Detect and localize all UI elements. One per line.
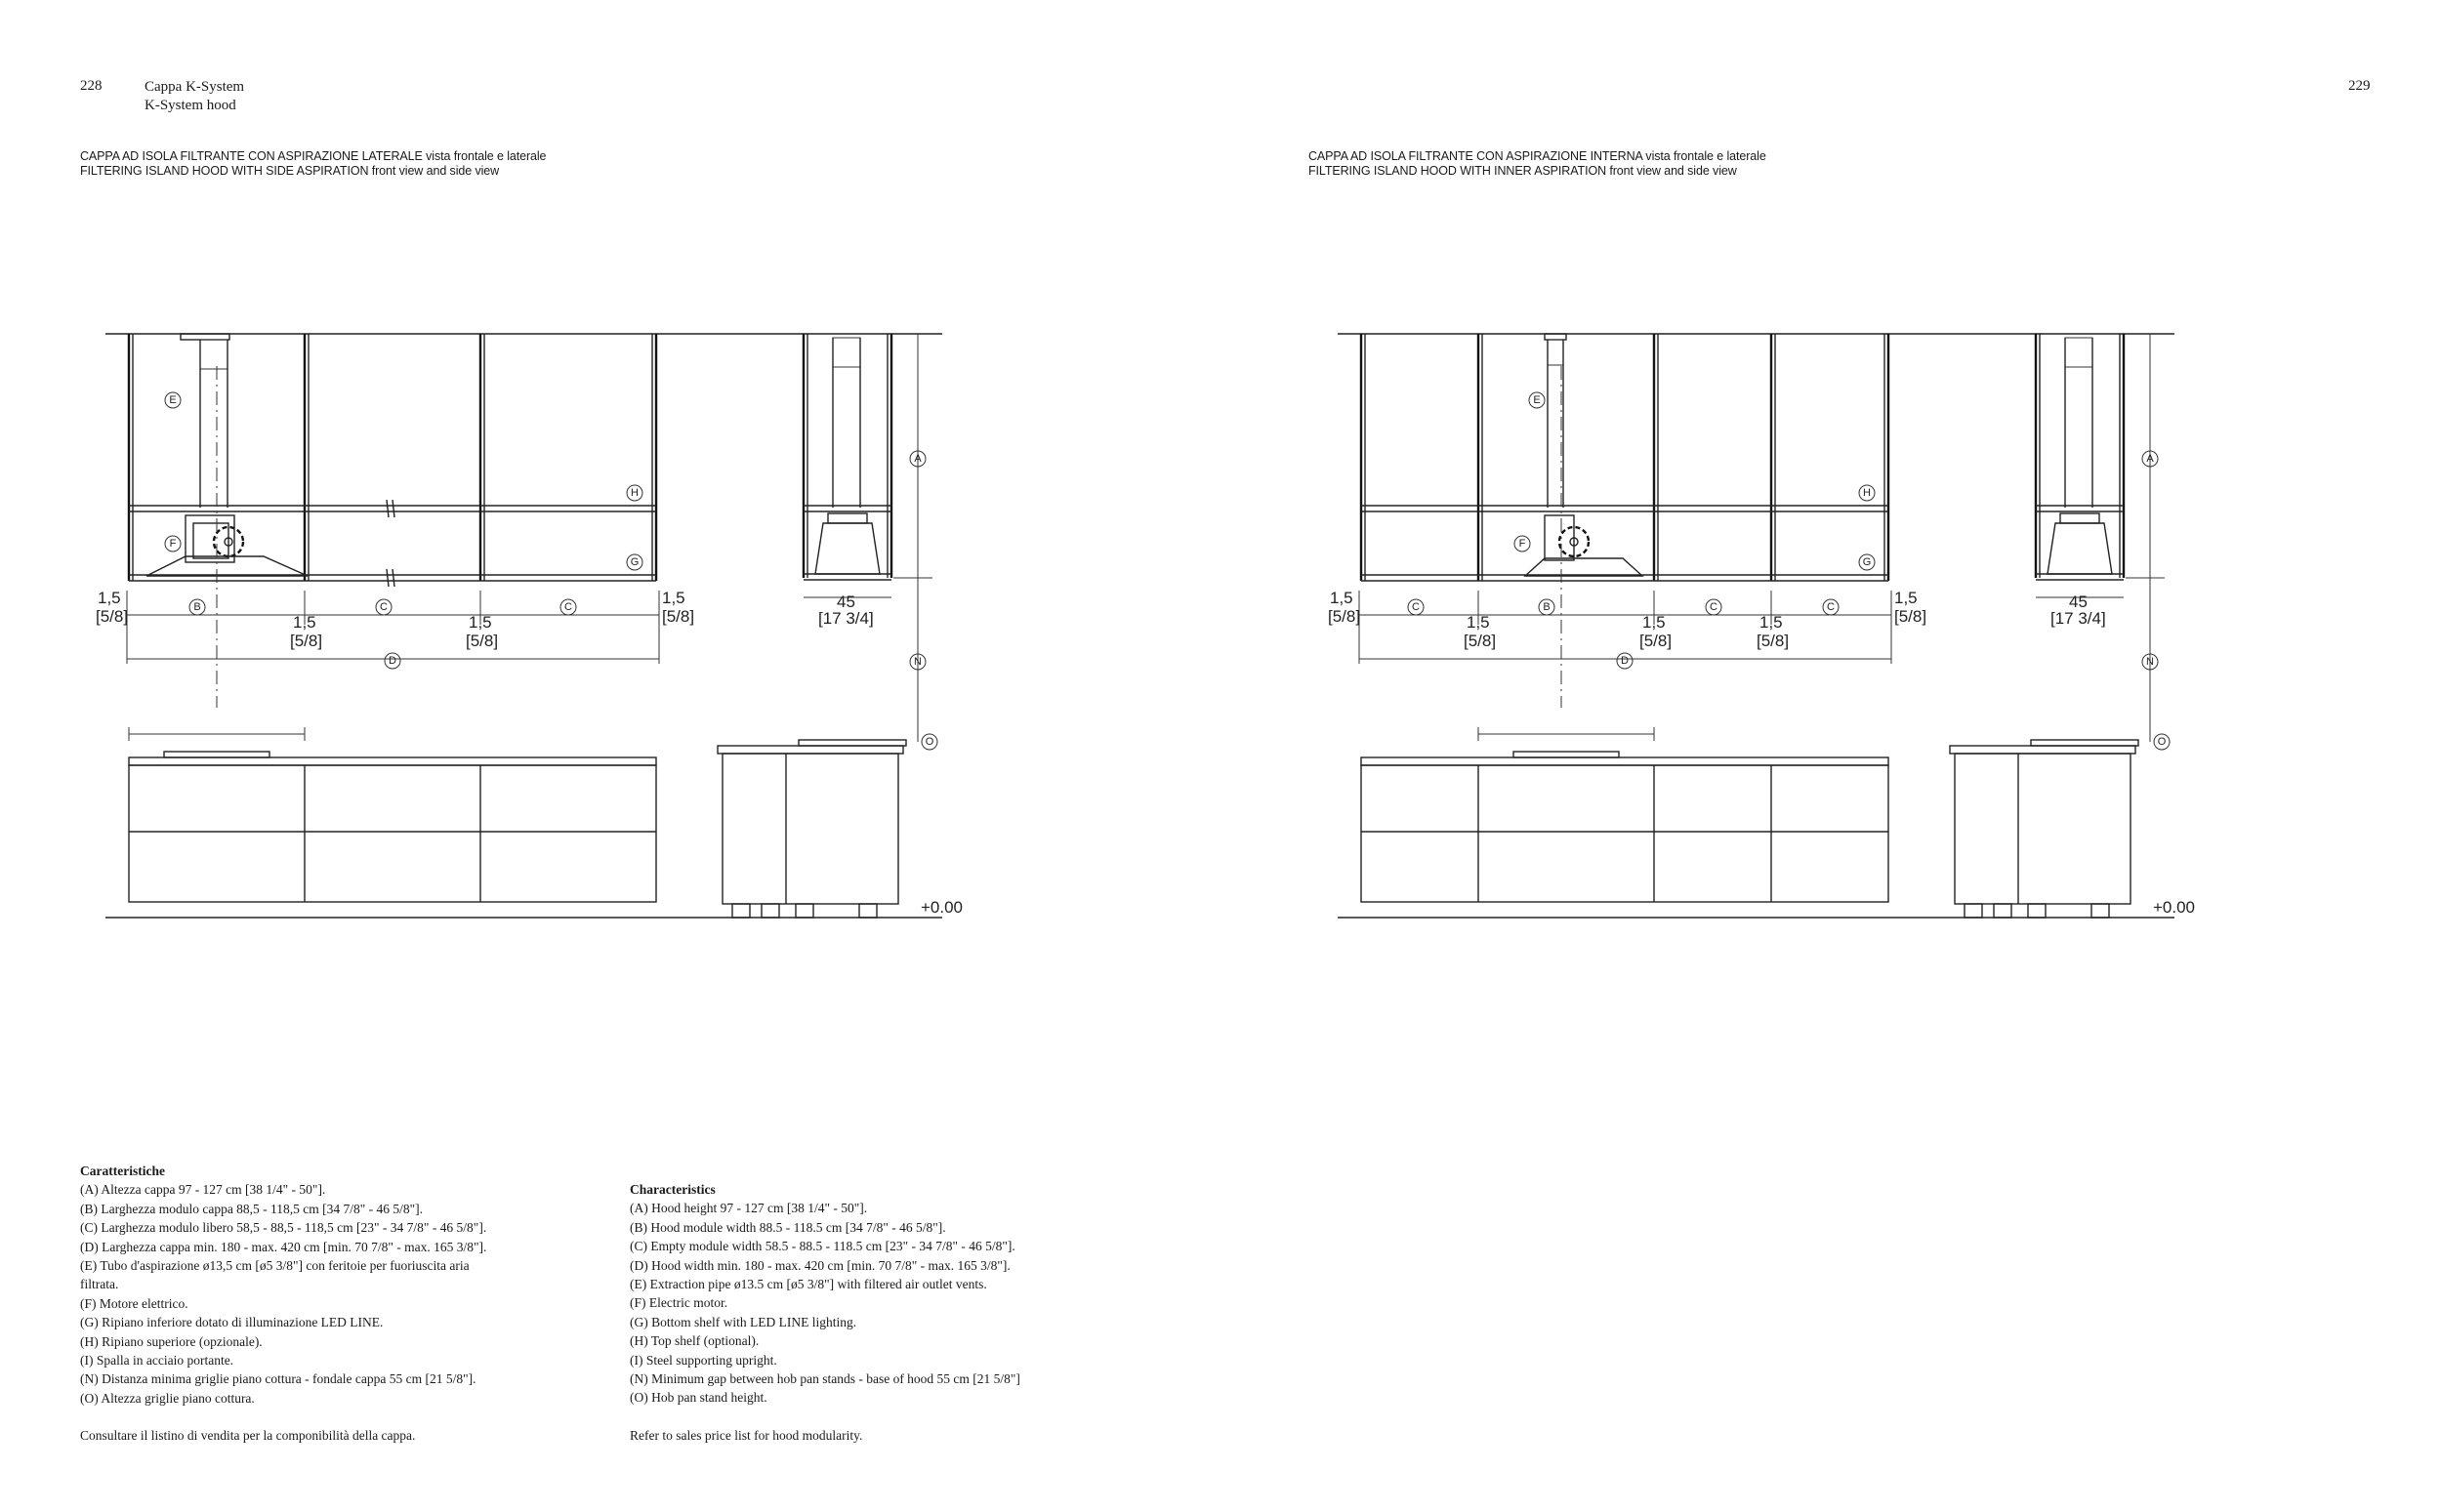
svg-text:D: D: [1621, 655, 1629, 667]
drawing-1-title-english: FILTERING ISLAND HOOD WITH SIDE ASPIRATION front view and side view: [80, 164, 500, 178]
characteristic-item: (H) Top shelf (optional).: [630, 1333, 760, 1349]
dim-edge-3: 1,5: [1759, 613, 1783, 632]
characteristic-item: (A) Altezza cappa 97 - 127 cm [38 1/4" - 50"].: [80, 1182, 326, 1198]
callout-c: [1706, 599, 1721, 615]
callout-o: [2154, 734, 2170, 750]
callout-b: [189, 599, 205, 615]
characteristic-item: (N) Distanza minima griglie piano cottura - fondale cappa 55 cm [21 5/8"].: [80, 1371, 476, 1387]
dim-edge-2: 1,5: [469, 613, 492, 632]
characteristics-italian: [80, 1162, 627, 1446]
drawing-2-title-italian: CAPPA AD ISOLA FILTRANTE CON ASPIRAZIONE INTERNA vista frontale e laterale: [1308, 149, 1766, 163]
page-number-right: 229: [2348, 78, 2371, 94]
characteristics-en-note: Refer to sales price list for hood modularity.: [630, 1427, 863, 1443]
drawing-1-title-italian: CAPPA AD ISOLA FILTRANTE CON ASPIRAZIONE LATERALE vista frontale e laterale: [80, 149, 547, 163]
svg-text:C: C: [1412, 601, 1420, 613]
characteristic-item: (F) Electric motor.: [630, 1295, 728, 1311]
callout-g: [627, 554, 642, 570]
characteristic-item: (O) Hob pan stand height.: [630, 1390, 767, 1406]
svg-text:C: C: [1710, 601, 1717, 613]
svg-text:D: D: [389, 655, 396, 667]
svg-text:F: F: [1518, 538, 1526, 550]
drawing-2-inner-aspiration: [1232, 312, 2306, 937]
callout-h: [627, 485, 642, 501]
callout-c: [560, 599, 576, 615]
callout-n: [910, 654, 926, 670]
callout-c: [1408, 599, 1424, 615]
characteristic-item: (A) Hood height 97 - 127 cm [38 1/4" - 50"].: [630, 1201, 868, 1216]
svg-text:O: O: [925, 736, 934, 748]
characteristic-item: (H) Ripiano superiore (opzionale).: [80, 1333, 263, 1349]
callout-d: [1617, 653, 1633, 669]
drawing-1-caption: [80, 149, 546, 179]
characteristic-item: (C) Larghezza modulo libero 58,5 - 88,5 - 118,5 cm [23" - 34 7/8" - 46 5/8"].: [80, 1220, 487, 1236]
characteristic-item: (D) Larghezza cappa min. 180 - max. 420 cm [min. 70 7/8" - max. 165 3/8"].: [80, 1239, 487, 1254]
hood-frame-front: [1361, 334, 1888, 581]
svg-text:H: H: [1863, 487, 1871, 499]
title-italian: Cappa K-System: [145, 79, 245, 95]
callout-n: [2142, 654, 2158, 670]
characteristics-english: [630, 1180, 1216, 1445]
characteristic-item: filtrata.: [80, 1277, 119, 1292]
svg-text:A: A: [2146, 453, 2154, 465]
floor-level: +0.00: [921, 898, 964, 917]
dim-edge-2: 1,5: [1642, 613, 1666, 632]
characteristic-item: (B) Larghezza modulo cappa 88,5 - 118,5 cm [34 7/8" - 46 5/8"].: [80, 1201, 424, 1216]
svg-text:A: A: [914, 453, 922, 465]
callout-h: [1859, 485, 1875, 501]
callout-b: [1539, 599, 1554, 615]
dim-depth-in: [17 3/4]: [2050, 609, 2106, 628]
hood-side-view: [2036, 334, 2124, 580]
dim-edge-1: 1,5: [1467, 613, 1490, 632]
base-cabinet-front: [1338, 727, 2174, 918]
base-cabinet-side: [1950, 740, 2138, 918]
characteristic-item: (N) Minimum gap between hob pan stands - base of hood 55 cm [21 5/8"]: [630, 1371, 1020, 1387]
hood-frame-front: [129, 334, 656, 587]
characteristic-item: (E) Tubo d'aspirazione ø13,5 cm [ø5 3/8"] con feritoie per fuoriuscita aria: [80, 1258, 470, 1274]
floor-level: +0.00: [2153, 898, 2196, 917]
dim-edge-1: 1,5: [293, 613, 316, 632]
callout-c: [1823, 599, 1839, 615]
dim-depth: 45: [837, 593, 855, 611]
extraction-pipe: [181, 334, 229, 508]
characteristics-en-heading: Characteristics: [630, 1182, 716, 1197]
characteristic-item: (F) Motore elettrico.: [80, 1295, 188, 1311]
callout-d: [385, 653, 400, 669]
svg-text:E: E: [169, 394, 177, 406]
dim-edge-right: 1,5: [1894, 589, 1918, 607]
characteristic-item: (G) Bottom shelf with LED LINE lighting.: [630, 1314, 857, 1329]
characteristic-item: (B) Hood module width 88.5 - 118.5 cm [34 7/8" - 46 5/8"].: [630, 1219, 946, 1235]
svg-text:H: H: [631, 487, 639, 499]
characteristic-item: (D) Hood width min. 180 - max. 420 cm [min. 70 7/8" - max. 165 3/8"].: [630, 1257, 1011, 1273]
page-title: [145, 78, 244, 115]
characteristic-item: (C) Empty module width 58.5 - 88.5 - 118.5 cm [23" - 34 7/8" - 46 5/8"].: [630, 1239, 1015, 1254]
svg-text:F: F: [169, 538, 177, 550]
callout-o: [922, 734, 937, 750]
dim-edge-left-in: [5/8]: [96, 607, 129, 626]
callout-e: [165, 392, 181, 408]
svg-text:C: C: [1827, 601, 1835, 613]
svg-text:G: G: [630, 556, 640, 568]
dim-edge-left: 1,5: [1330, 589, 1353, 607]
dim-edge-1-in: [5/8]: [1464, 632, 1497, 650]
callout-f: [165, 536, 181, 552]
dim-edge-right: 1,5: [662, 589, 685, 607]
svg-text:E: E: [1533, 394, 1541, 406]
dim-edge-right-in: [5/8]: [1894, 607, 1927, 626]
characteristic-item: (I) Steel supporting upright.: [630, 1352, 777, 1368]
callout-e: [1529, 392, 1545, 408]
callout-f: [1514, 536, 1530, 552]
dim-edge-2-in: [5/8]: [466, 632, 499, 650]
callout-a: [910, 451, 926, 467]
svg-text:G: G: [1862, 556, 1872, 568]
electric-motor: [1525, 515, 1642, 576]
svg-text:O: O: [2157, 736, 2167, 748]
drawing-1-side-aspiration: [0, 312, 1074, 937]
callout-c: [376, 599, 392, 615]
base-cabinet-side: [718, 740, 918, 918]
dim-depth: 45: [2069, 593, 2088, 611]
callout-g: [1859, 554, 1875, 570]
svg-text:C: C: [564, 601, 572, 613]
dim-edge-left: 1,5: [98, 589, 121, 607]
characteristic-item: (E) Extraction pipe ø13.5 cm [ø5 3/8"] with filtered air outlet vents.: [630, 1277, 987, 1292]
svg-text:B: B: [1543, 601, 1551, 613]
characteristic-item: (G) Ripiano inferiore dotato di illuminazione LED LINE.: [80, 1315, 384, 1330]
dim-edge-left-in: [5/8]: [1328, 607, 1361, 626]
svg-text:C: C: [380, 601, 388, 613]
dim-depth-in: [17 3/4]: [818, 609, 874, 628]
callout-a: [2142, 451, 2158, 467]
dim-edge-3-in: [5/8]: [1757, 632, 1790, 650]
svg-text:N: N: [914, 656, 922, 668]
dim-edge-2-in: [5/8]: [1639, 632, 1673, 650]
dim-edge-right-in: [5/8]: [662, 607, 695, 626]
drawing-2-title-english: FILTERING ISLAND HOOD WITH INNER ASPIRATION front view and side view: [1308, 164, 1737, 178]
characteristics-it-note: Consultare il listino di vendita per la componibilità della cappa.: [80, 1428, 416, 1444]
title-english: K-System hood: [145, 98, 236, 113]
base-cabinet-front: [105, 727, 942, 918]
characteristics-it-heading: Caratteristiche: [80, 1164, 165, 1178]
characteristic-item: (O) Altezza griglie piano cottura.: [80, 1390, 255, 1406]
hood-side-view: [804, 334, 891, 580]
svg-text:B: B: [193, 601, 201, 613]
characteristic-item: (I) Spalla in acciaio portante.: [80, 1353, 234, 1369]
svg-text:N: N: [2146, 656, 2154, 668]
page-number-left: 228: [80, 78, 103, 94]
dim-edge-1-in: [5/8]: [290, 632, 323, 650]
drawing-2-caption: [1308, 149, 1766, 179]
extraction-pipe: [1545, 334, 1566, 508]
